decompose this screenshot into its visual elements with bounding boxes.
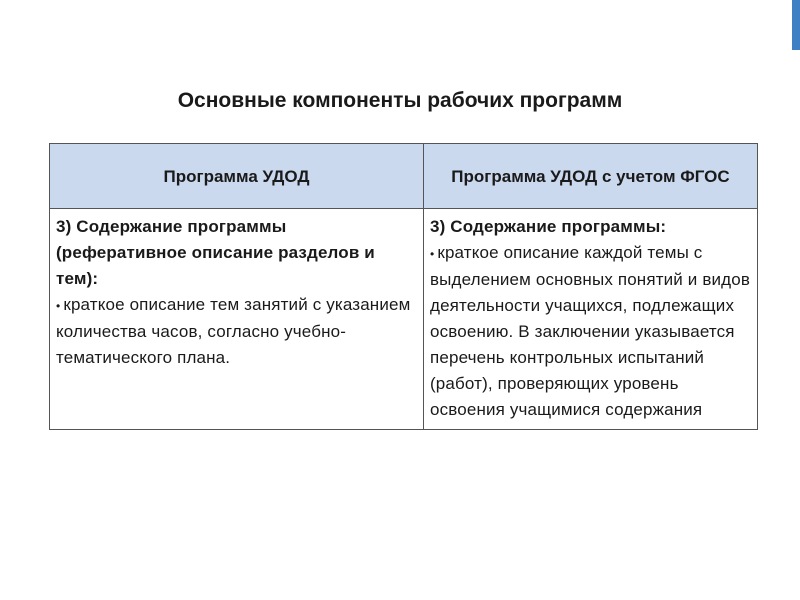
column-header-udod-fgos: Программа УДОД с учетом ФГОС xyxy=(424,144,758,209)
bullet-icon: • xyxy=(430,247,435,261)
cell-udod-fgos-content xyxy=(424,209,758,430)
cell-heading: 3) Содержание программы (реферативное описание разделов и тем): xyxy=(56,217,375,288)
cell-heading: 3) Содержание программы: xyxy=(430,217,667,236)
bullet-icon: • xyxy=(56,299,61,313)
column-header-udod: Программа УДОД xyxy=(50,144,424,209)
bullet-item xyxy=(56,292,419,371)
bullet-text: краткое описание тем занятий с указанием количества часов, согласно учебно-тематического плана. xyxy=(56,295,411,367)
bullet-text: краткое описание каждой темы с выделением основных понятий и видов деятельности учащихся, подлежащих освоению. В заключении указывается перечень контрольных испытаний (работ), проверяющих уровень освоения учащимися содержания xyxy=(430,243,750,419)
cell-udod-content xyxy=(50,209,424,430)
slide-title: Основные компоненты рабочих программ xyxy=(177,89,623,112)
slide-corner-accent xyxy=(792,0,800,50)
bullet-item xyxy=(430,240,753,423)
table-row xyxy=(50,209,758,430)
table-header-row xyxy=(50,144,758,209)
comparison-table xyxy=(49,143,758,430)
